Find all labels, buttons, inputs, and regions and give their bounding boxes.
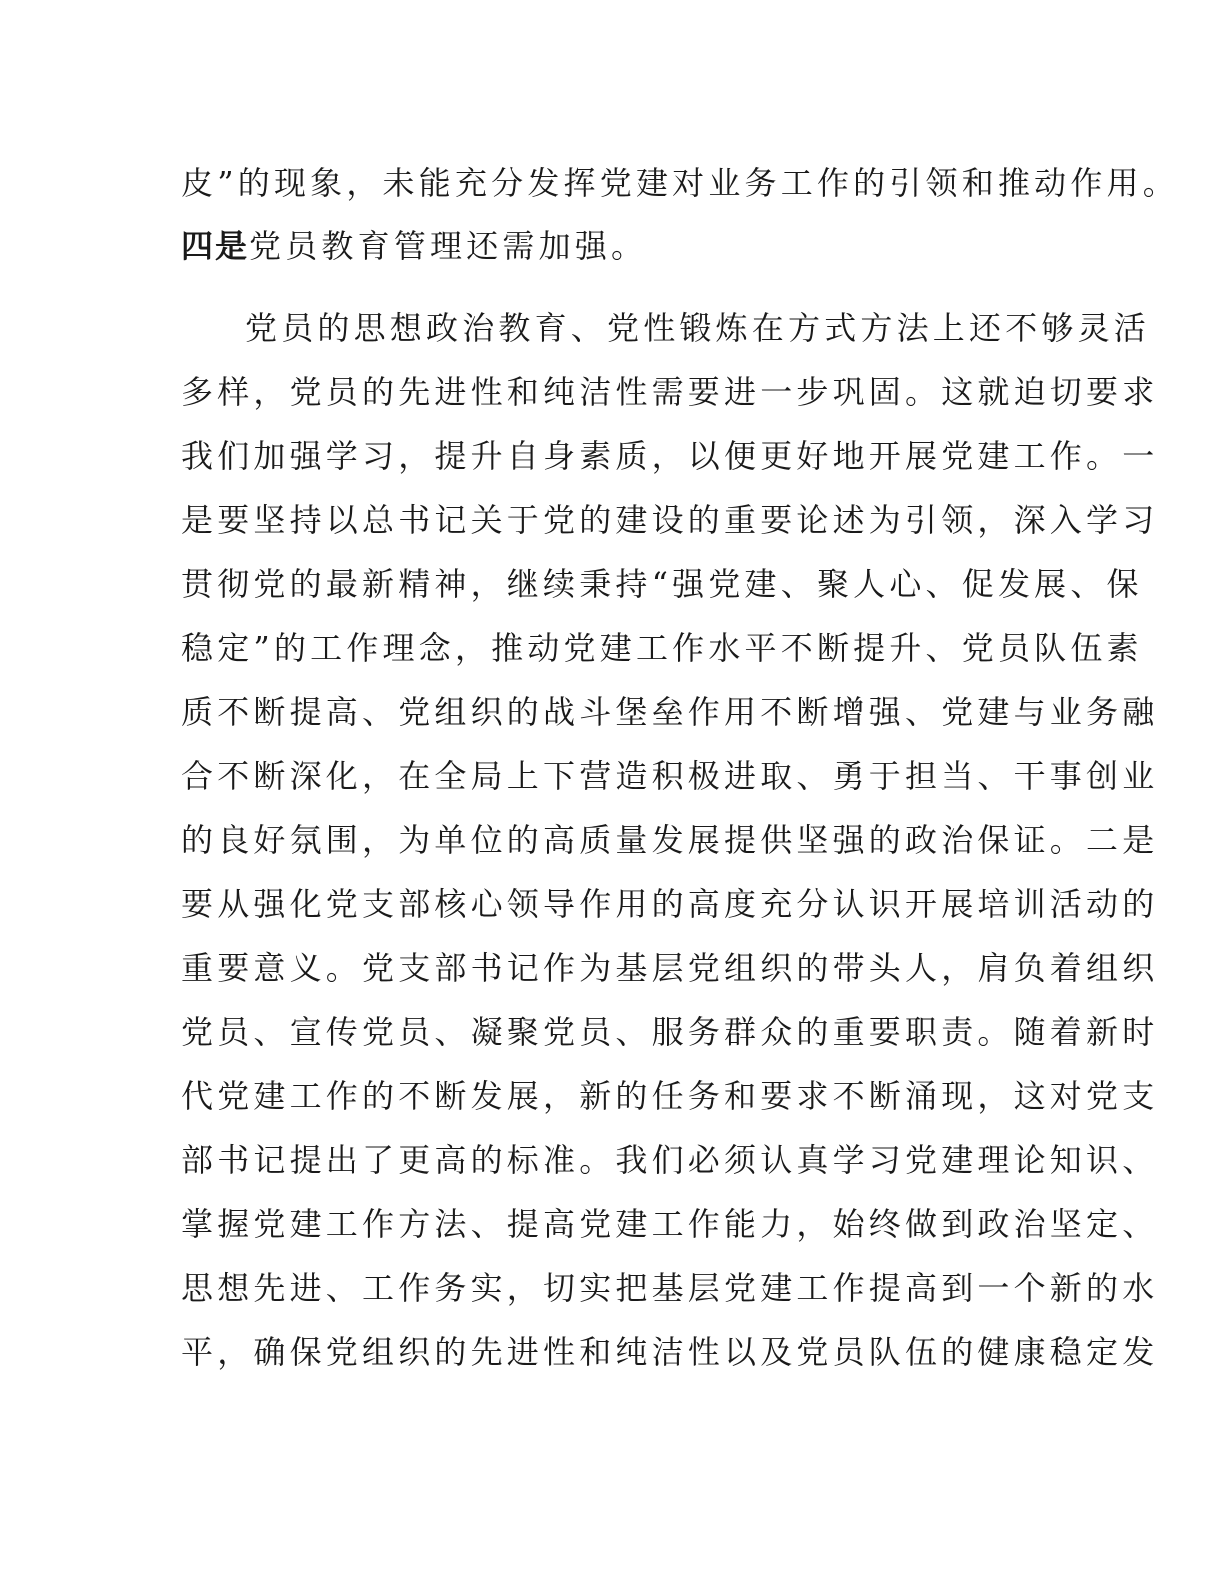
paragraph-first-line: 党员的思想政治教育、党性锻炼在方式方法上还不够灵活 xyxy=(245,309,1151,347)
bold-heading-prefix: 四是 xyxy=(181,227,250,265)
text-line: 重要意义。党支部书记作为基层党组织的带头人，肩负着组织 xyxy=(181,949,1159,987)
text-line: 稳定”的工作理念，推动党建工作水平不断提升、党员队伍素 xyxy=(181,629,1143,667)
text-line: 贯彻党的最新精神，继续秉持“强党建、聚人心、促发展、保 xyxy=(181,565,1143,603)
text-line: 要从强化党支部核心领导作用的高度充分认识开展培训活动的 xyxy=(181,885,1159,923)
text-line: 我们加强学习，提升自身素质，以便更好地开展党建工作。一 xyxy=(181,437,1159,475)
text-line: 代党建工作的不断发展，新的任务和要求不断涌现，这对党支 xyxy=(181,1077,1159,1115)
text-line: 皮”的现象，未能充分发挥党建对业务工作的引领和推动作用。 xyxy=(181,164,1179,202)
text-line: 多样，党员的先进性和纯洁性需要进一步巩固。这就迫切要求 xyxy=(181,373,1159,411)
text-line: 思想先进、工作务实，切实把基层党建工作提高到一个新的水 xyxy=(181,1269,1159,1307)
text-line: 质不断提高、党组织的战斗堡垒作用不断增强、党建与业务融 xyxy=(181,693,1159,731)
text-line: 部书记提出了更高的标准。我们必须认真学习党建理论知识、 xyxy=(181,1141,1159,1179)
text-line: 掌握党建工作方法、提高党建工作能力，始终做到政治坚定、 xyxy=(181,1205,1159,1243)
text-line: 是要坚持以总书记关于党的建设的重要论述为引领，深入学习 xyxy=(181,501,1159,539)
text-line: 的良好氛围，为单位的高质量发展提供坚强的政治保证。二是 xyxy=(181,821,1159,859)
text-line xyxy=(181,226,647,266)
text-line: 合不断深化，在全局上下营造积极进取、勇于担当、干事创业 xyxy=(181,757,1159,795)
heading-text: 党员教育管理还需加强。 xyxy=(249,227,648,265)
text-line: 党员、宣传党员、凝聚党员、服务群众的重要职责。随着新时 xyxy=(181,1013,1159,1051)
text-line: 平，确保党组织的先进性和纯洁性以及党员队伍的健康稳定发 xyxy=(181,1333,1159,1371)
